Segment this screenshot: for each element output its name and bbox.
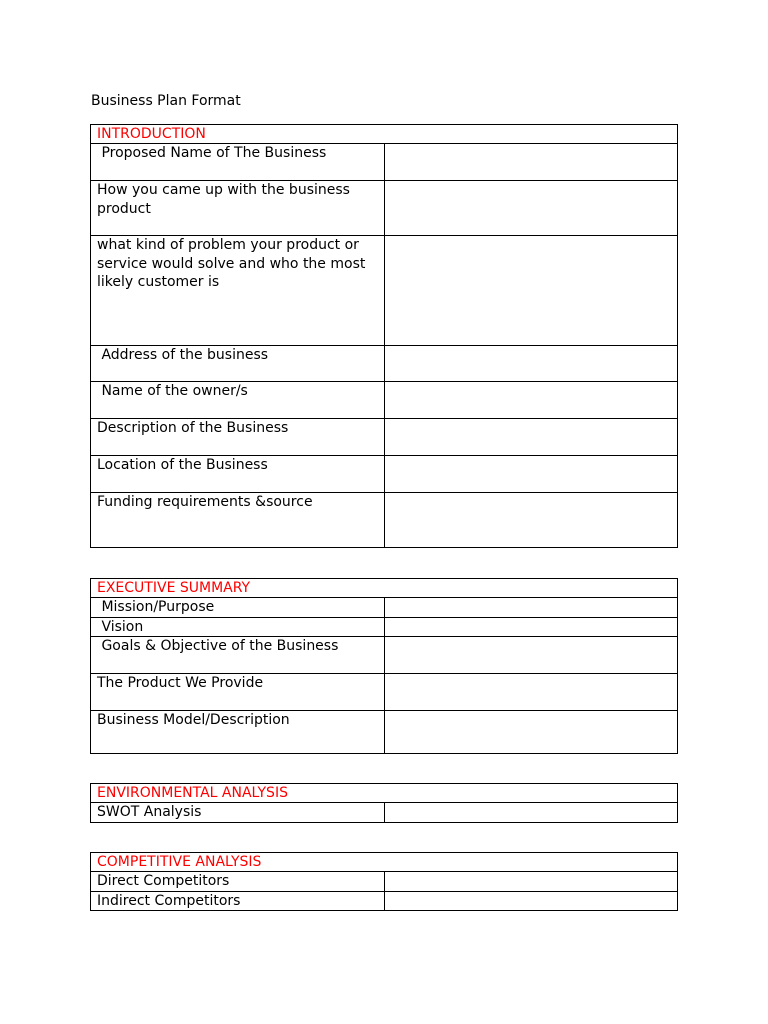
- table-row: [91, 872, 678, 891]
- row-label: Proposed Name of The Business: [91, 144, 385, 181]
- answer-cell[interactable]: [384, 803, 678, 822]
- environmental-analysis-table: [90, 783, 678, 823]
- row-label: The Product We Provide: [91, 673, 385, 710]
- table-row: [91, 419, 678, 456]
- answer-cell[interactable]: [384, 181, 678, 236]
- answer-cell[interactable]: [384, 673, 678, 710]
- answer-cell[interactable]: [384, 617, 678, 636]
- row-label: Vision: [91, 617, 385, 636]
- document-title: Business Plan Format: [91, 93, 241, 109]
- answer-cell[interactable]: [384, 598, 678, 617]
- table-row: [91, 144, 678, 181]
- row-label: Goals & Objective of the Business: [91, 636, 385, 673]
- row-label: Indirect Competitors: [91, 891, 385, 910]
- section-heading: EXECUTIVE SUMMARY: [91, 579, 678, 598]
- row-label: Location of the Business: [91, 456, 385, 493]
- table-row: [91, 891, 678, 910]
- answer-cell[interactable]: [384, 872, 678, 891]
- table-row: [91, 598, 678, 617]
- answer-cell[interactable]: [384, 144, 678, 181]
- answer-cell[interactable]: [384, 456, 678, 493]
- answer-cell[interactable]: [384, 346, 678, 382]
- section-heading: COMPETITIVE ANALYSIS: [91, 853, 678, 872]
- row-label: Description of the Business: [91, 419, 385, 456]
- row-label: SWOT Analysis: [91, 803, 385, 822]
- table-row: [91, 710, 678, 753]
- answer-cell[interactable]: [384, 382, 678, 419]
- row-label: Business Model/Description: [91, 710, 385, 753]
- section-heading: INTRODUCTION: [91, 125, 678, 144]
- table-row: [91, 673, 678, 710]
- table-row: [91, 456, 678, 493]
- section-header-row: [91, 125, 678, 144]
- section-header-row: [91, 853, 678, 872]
- table-row: [91, 181, 678, 236]
- row-label: Address of the business: [91, 346, 385, 382]
- table-row: [91, 803, 678, 822]
- answer-cell[interactable]: [384, 636, 678, 673]
- section-header-row: [91, 784, 678, 803]
- table-row: [91, 617, 678, 636]
- row-label: Funding requirements &source: [91, 493, 385, 548]
- table-row: [91, 636, 678, 673]
- row-label: Direct Competitors: [91, 872, 385, 891]
- answer-cell[interactable]: [384, 710, 678, 753]
- table-row: [91, 493, 678, 548]
- introduction-table: [90, 124, 678, 548]
- answer-cell[interactable]: [384, 236, 678, 346]
- answer-cell[interactable]: [384, 419, 678, 456]
- answer-cell[interactable]: [384, 493, 678, 548]
- row-label: Mission/Purpose: [91, 598, 385, 617]
- row-label: Name of the owner/s: [91, 382, 385, 419]
- row-label: How you came up with the business product: [91, 181, 385, 236]
- section-header-row: [91, 579, 678, 598]
- executive-summary-table: [90, 578, 678, 754]
- table-row: [91, 382, 678, 419]
- answer-cell[interactable]: [384, 891, 678, 910]
- table-row: [91, 346, 678, 382]
- section-heading: ENVIRONMENTAL ANALYSIS: [91, 784, 678, 803]
- competitive-analysis-table: [90, 852, 678, 911]
- table-row: [91, 236, 678, 346]
- row-label: what kind of problem your product or service would solve and who the most likely customer is: [91, 236, 385, 346]
